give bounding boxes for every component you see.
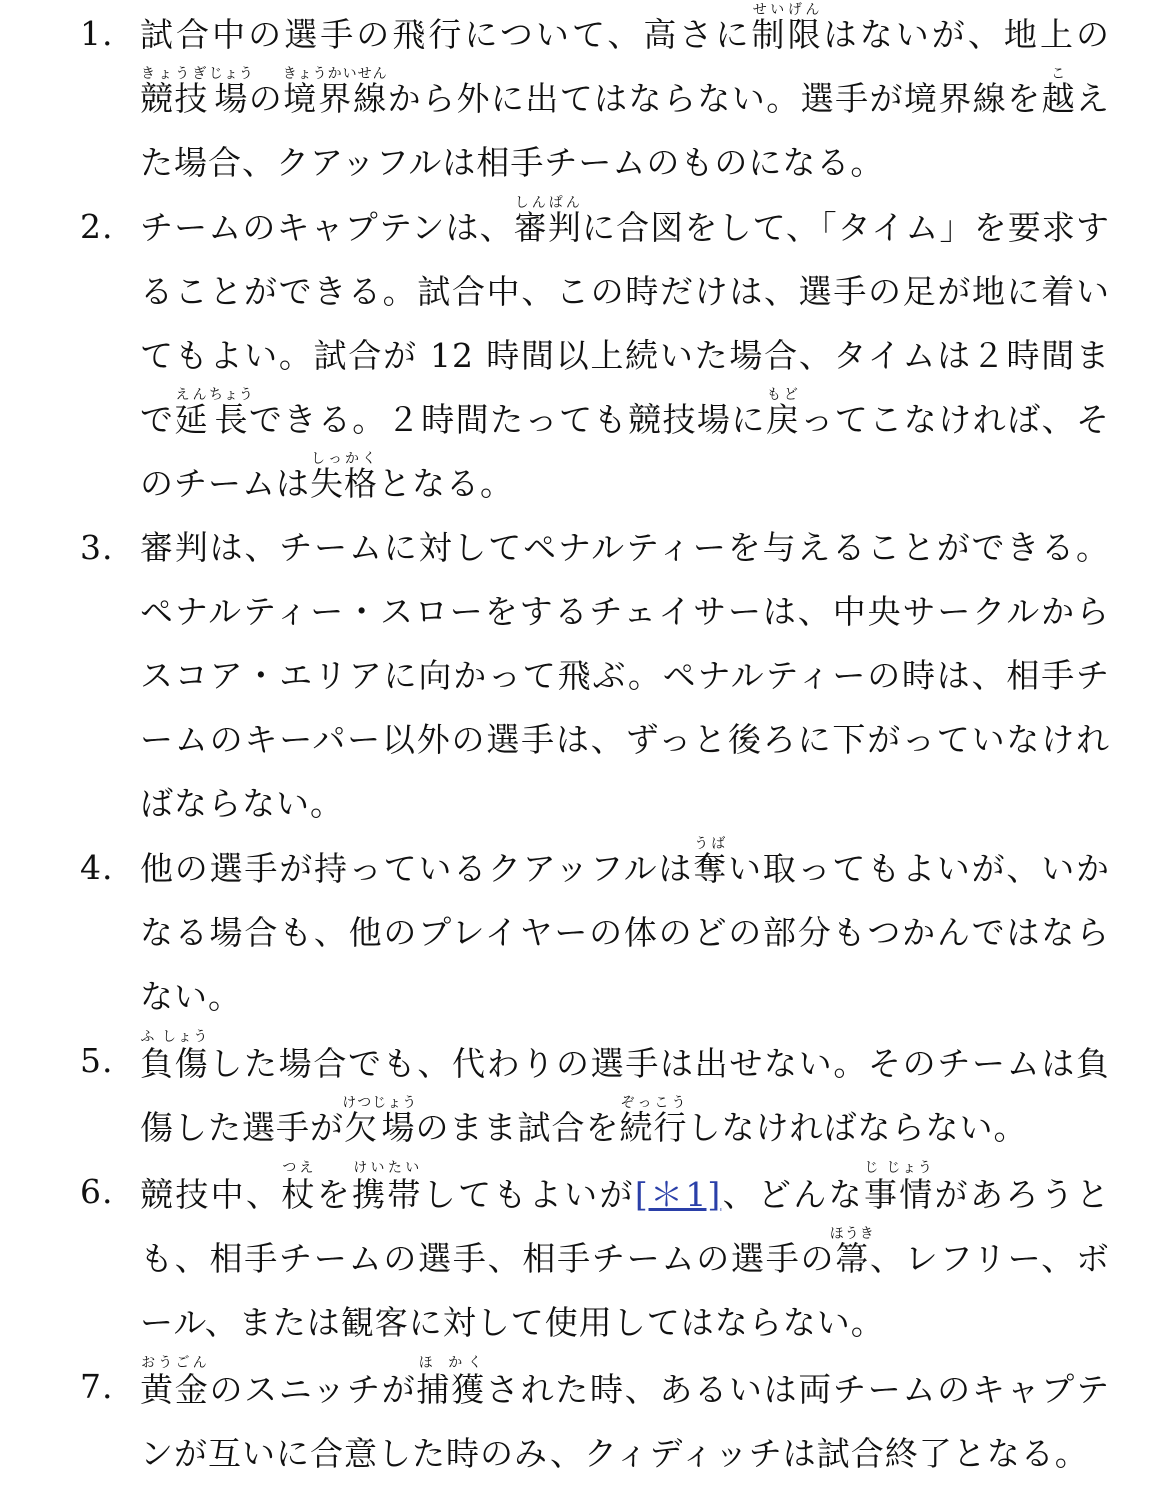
furigana: ふ しょう <box>140 1029 209 1045</box>
rule-number: 1. <box>80 14 114 53</box>
ruby-base: 失格 <box>310 464 378 503</box>
rule-text <box>140 836 1111 1016</box>
text-run: された時、あるいは両チームのキャプテンが互いに合意した時のみ、クィディッチは試合終了となる。 <box>140 1370 1111 1473</box>
ruby-base: 場 <box>208 79 254 118</box>
furigana: せいげん <box>751 2 822 18</box>
ruby-word <box>416 1355 486 1409</box>
ruby-base: 欠場 <box>342 1108 418 1147</box>
furigana: つえ <box>281 1160 316 1176</box>
ruby-word <box>208 66 254 118</box>
furigana: きょうかいせん <box>282 66 388 82</box>
ruby-word <box>1041 66 1077 118</box>
rule-number: 5. <box>80 1041 114 1080</box>
rule-text <box>140 2 1111 182</box>
text-run: してもよいが <box>422 1175 635 1214</box>
ruby-base: 奪 <box>693 849 728 888</box>
ruby-word <box>140 1355 210 1409</box>
ruby-word <box>282 66 388 118</box>
rule-item <box>80 836 1110 1029</box>
rule-number: 7. <box>80 1367 114 1406</box>
rule-text <box>140 528 1110 823</box>
furigana: しんぱん <box>513 195 582 211</box>
ruby-word <box>751 2 824 54</box>
furigana: ほうき <box>829 1226 875 1242</box>
ruby-base: 負傷 <box>140 1044 210 1083</box>
text-run: 競技中、 <box>140 1175 282 1214</box>
text-run: しなければならない。 <box>687 1108 1028 1147</box>
rule-number: 2. <box>80 207 114 246</box>
rule-item <box>80 516 1110 836</box>
footnote-link[interactable]: [＊1] <box>634 1175 722 1214</box>
ruby-base: 携帯 <box>352 1175 423 1214</box>
furigana: ちょう <box>208 387 254 403</box>
furigana: もど <box>765 387 800 403</box>
ruby-base: 制限 <box>751 15 824 54</box>
furigana: こ <box>1041 66 1076 82</box>
furigana: おうごん <box>140 1355 209 1371</box>
text-run: できる。２時間たっても競技場に <box>248 400 766 439</box>
rule-item <box>80 1160 1110 1355</box>
rules-list <box>80 2 1110 1486</box>
text-run: した場合でも、代わりの選手は出せない。そのチームは負傷した選手が <box>140 1044 1111 1147</box>
ruby-base: 事情 <box>863 1175 935 1214</box>
text-run: 、どんな <box>721 1175 864 1214</box>
ruby-word <box>765 387 801 439</box>
ruby-word <box>863 1160 935 1214</box>
furigana: けつじょう <box>342 1095 418 1111</box>
rule-item <box>80 195 1110 516</box>
text-run: えた場合、クアッフルは相手チームのものになる。 <box>140 79 1111 182</box>
ruby-word <box>174 387 209 439</box>
text-run: があろうとも、相手チームの選手、相手チームの選手の <box>140 1175 1111 1278</box>
rule-item <box>80 2 1110 195</box>
ruby-word <box>281 1160 317 1214</box>
text-run: い取ってもよいが、いかなる場合も、他のプレイヤーの体のどの部分もつかんではならない。 <box>140 849 1111 1016</box>
text-run: チームのキャプテンは、 <box>140 208 514 247</box>
text-run: を <box>316 1175 353 1214</box>
text-run: 試合中の選手の飛行について、高さに <box>140 15 752 54</box>
text-run: はないが、地上の <box>823 15 1111 54</box>
ruby-word <box>310 451 378 503</box>
furigana: きょうぎ <box>140 66 209 82</box>
ruby-word <box>208 387 254 439</box>
furigana: ほ かく <box>416 1355 486 1371</box>
furigana: うば <box>693 836 728 852</box>
ruby-base: 長 <box>208 400 254 439</box>
ruby-base: 続行 <box>619 1108 688 1147</box>
rule-number: 4. <box>80 848 114 887</box>
furigana: じょう <box>208 66 254 82</box>
text-run: となる。 <box>378 464 514 503</box>
ruby-word <box>342 1095 418 1147</box>
ruby-base: 戻 <box>765 400 801 439</box>
text-run: のまま試合を <box>415 1108 620 1147</box>
furigana: しっかく <box>310 451 378 467</box>
ruby-base: 越 <box>1041 79 1077 118</box>
ruby-word <box>619 1095 688 1147</box>
ruby-base: 境界線 <box>282 79 388 118</box>
ruby-word <box>140 1029 210 1083</box>
ruby-base: 競技 <box>140 79 209 118</box>
rule-number: 3. <box>80 528 114 567</box>
text-run: から外に出てはならない。選手が境界線を <box>387 79 1042 118</box>
rule-item <box>80 1029 1110 1160</box>
ruby-base: 杖 <box>281 1175 317 1214</box>
ruby-base: 箒 <box>829 1239 875 1278</box>
text-run: ってこなければ、そのチームは <box>140 400 1111 503</box>
ruby-base: 捕獲 <box>416 1370 486 1409</box>
rule-text <box>140 195 1111 503</box>
furigana: じ じょう <box>863 1160 934 1176</box>
furigana: えん <box>174 387 209 403</box>
ruby-base: 黄金 <box>140 1370 210 1409</box>
furigana: ぞっこう <box>619 1095 688 1111</box>
rule-text <box>140 1160 1111 1342</box>
ruby-base: 審判 <box>513 208 582 247</box>
text-run: のスニッチが <box>209 1370 417 1409</box>
ruby-word <box>513 195 582 247</box>
furigana: けいたい <box>352 1160 422 1176</box>
text-run: に合図をして、「タイム」を要求することができる。試合中、この時だけは、選手の足が地に着いてもよい。試合が 12 時間以上続いた場合、タイムは２時間まで <box>140 208 1110 439</box>
ruby-word <box>352 1160 423 1214</box>
text-run: 審判は、チームに対してペナルティーを与えることができる。ペナルティー・スローをするチェイサーは、中央サークルからスコア・エリアに向かって飛ぶ。ペナルティーの時は、相手チームのキーパー以外の選手は、ずっと後ろに下がっていなければならない。 <box>140 528 1110 823</box>
ruby-word <box>140 66 209 118</box>
text-run: の <box>248 79 284 118</box>
ruby-base: 延 <box>174 400 209 439</box>
text-run: 他の選手が持っているクアッフルは <box>140 849 694 888</box>
rule-text <box>140 1029 1111 1147</box>
text-run: 、レフリー、ボール、または観客に対して使用してはならない。 <box>140 1239 1110 1342</box>
ruby-word <box>693 836 728 888</box>
rule-number: 6. <box>80 1172 114 1211</box>
ruby-word <box>829 1226 875 1278</box>
rule-text <box>140 1355 1111 1473</box>
